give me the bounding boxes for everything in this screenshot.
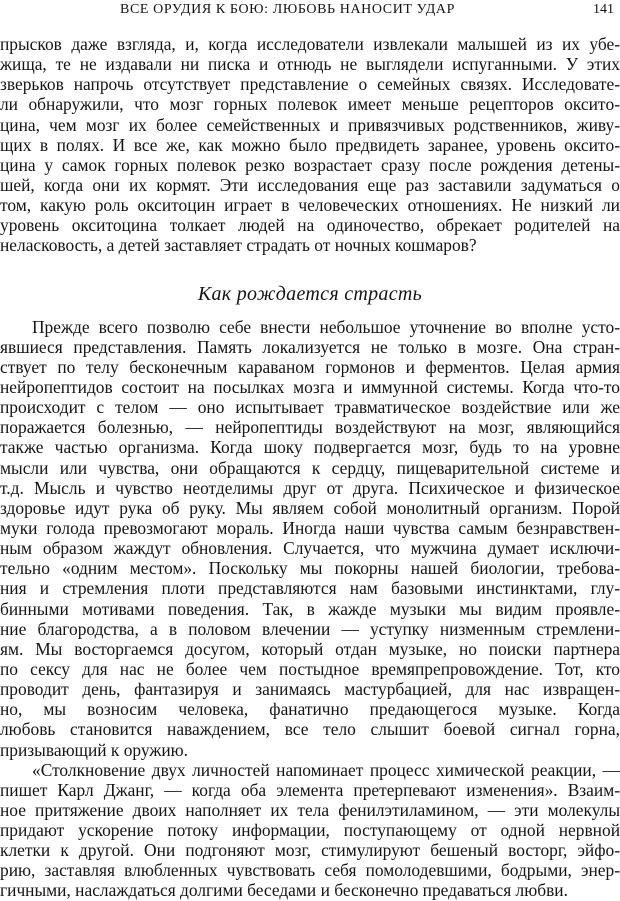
text-line: явшиеся представления. Память локализуется не только в мозге. Она стран- (0, 336, 620, 357)
text-line: жища, те не издавали ни писка и отнюдь не выглядели испуганными. У этих (0, 54, 620, 75)
running-title: ВСЕ ОРУДИЯ К БОЮ: ЛЮБОВЬ НАНОСИТ УДАР (120, 2, 456, 17)
text-block (0, 34, 620, 901)
text-line: здоровье идут рука об руку. Мы являем собой монолитный организм. Порой (0, 497, 620, 518)
text-line: рию, заставляя влюбленных чувствовать себя помолодевшими, бодрыми, энер- (0, 860, 620, 881)
page-number: 141 (593, 2, 614, 17)
paragraph-continued (0, 34, 620, 256)
text-line: ли обнаружили, что мозг горных полевок имеет меньше рецепторов окситo- (0, 94, 620, 115)
text-line: щих в полях. И все же, как можно было предвидеть заранее, уровень окситo- (0, 134, 620, 155)
text-line: неласковость, а детей заставляет страдать от ночных кошмаров? (0, 235, 477, 256)
paragraph-memory (0, 317, 620, 760)
text-line: том, какую роль окситоцин играет в человеческих отношениях. Не низкий ли (0, 195, 620, 216)
text-line: «Столкновение двух личностей напоминает процесс химической реакции, — (32, 759, 620, 780)
text-line: поражается болезнью, — нейропептиды воздействуют на мозг, являющийся (0, 417, 620, 438)
text-line: ствует по телу бесконечным караваном гормонов и ферментов. Целая армия (0, 356, 620, 377)
text-line: также частью организма. Когда шоку подвергается мозг, будь то на уровне (0, 437, 620, 458)
text-line: мысли или чувства, они обращаются к сердцу, пищеварительной системе и (0, 457, 620, 478)
text-line: тельно «одним местом». Поскольку мы покорны нашей биологии, требова- (0, 558, 620, 579)
text-line: уровень окситоцина толкает людей на одиночество, обрекает родителей на (0, 215, 620, 236)
text-line: пишет Карл Джанг, — когда оба элемента претерпевают изменения». Взаим- (0, 779, 620, 800)
text-line: Прежде всего позволю себе внести небольшое уточнение во вполне усто- (32, 316, 620, 337)
text-line: происходит с телом — оно испытывает травматическое воздействие или же (0, 397, 620, 418)
text-line: но, мы возносим человека, фанатично предающегося музыке. Когда (0, 699, 620, 720)
text-line: ное притяжение двоих наполняет их тела фенилэтиламином, — эти молекулы (0, 799, 620, 820)
text-line: по сексу для нас не более чем постыдное времяпрепровождение. Тот, кто (0, 658, 620, 679)
text-line: ния и стремления плоти представляются нам базовыми инстинктами, глу- (0, 578, 620, 599)
paragraph-jung-quote (0, 760, 620, 901)
text-line: гичными, наслаждаться долгими беседами и бесконечно предаваться любви. (0, 880, 568, 901)
text-line: зверьков напрочь отсутствует представление о семейных связях. Исследовате- (0, 74, 620, 95)
text-line: прысков даже взгляда, и, когда исследователи извлекали малышей из их убе- (0, 34, 620, 54)
text-line: т.д. Мысль и чувство неотделимы друг от друга. Психическое и физическое (0, 477, 620, 498)
text-line: любовь становится наваждением, все тело слышит боевой сигнал горна, (0, 719, 620, 740)
text-line: клетки к другой. Они подгоняют мозг, стимулируют бешеный восторг, эйфо- (0, 840, 620, 861)
running-head (0, 2, 620, 24)
text-line: придают ускорение потоку информации, поступающему от одной нервной (0, 820, 620, 841)
text-line: ние благородства, а в половом влечении — уступку низменным стремлени- (0, 618, 620, 639)
text-line: бинными мотивами поведения. Так, в жажде музыки мы видим проявле- (0, 598, 620, 619)
text-line: нейропептидов состоит на посылках мозга и иммунной системы. Когда что-то (0, 376, 620, 397)
text-line: призывающий к оружию. (0, 739, 188, 760)
text-line: ным образом жаждут обновления. Случается, что мужчина думает исключи- (0, 538, 620, 559)
text-line: проводит день, фантазируя и занимаясь мастурбацией, для нас извращен- (0, 679, 620, 700)
text-line: муки голода превозмогают мораль. Иногда наши чувства самым безнравствен- (0, 517, 620, 538)
text-line: ям. Мы восторгаемся досугом, который отдан музыке, но поиски партнера (0, 638, 620, 659)
text-line: цина, чем мозг их более семейственных и привязчивых родственников, живу- (0, 114, 620, 135)
section-heading: Как рождается страсть (197, 282, 423, 305)
text-line: цина у самок горных полевок резко возрастает сразу после рождения детены- (0, 154, 620, 175)
text-line: шей, когда они их кормят. Эти исследования еще раз заставили задуматься о (0, 174, 620, 195)
